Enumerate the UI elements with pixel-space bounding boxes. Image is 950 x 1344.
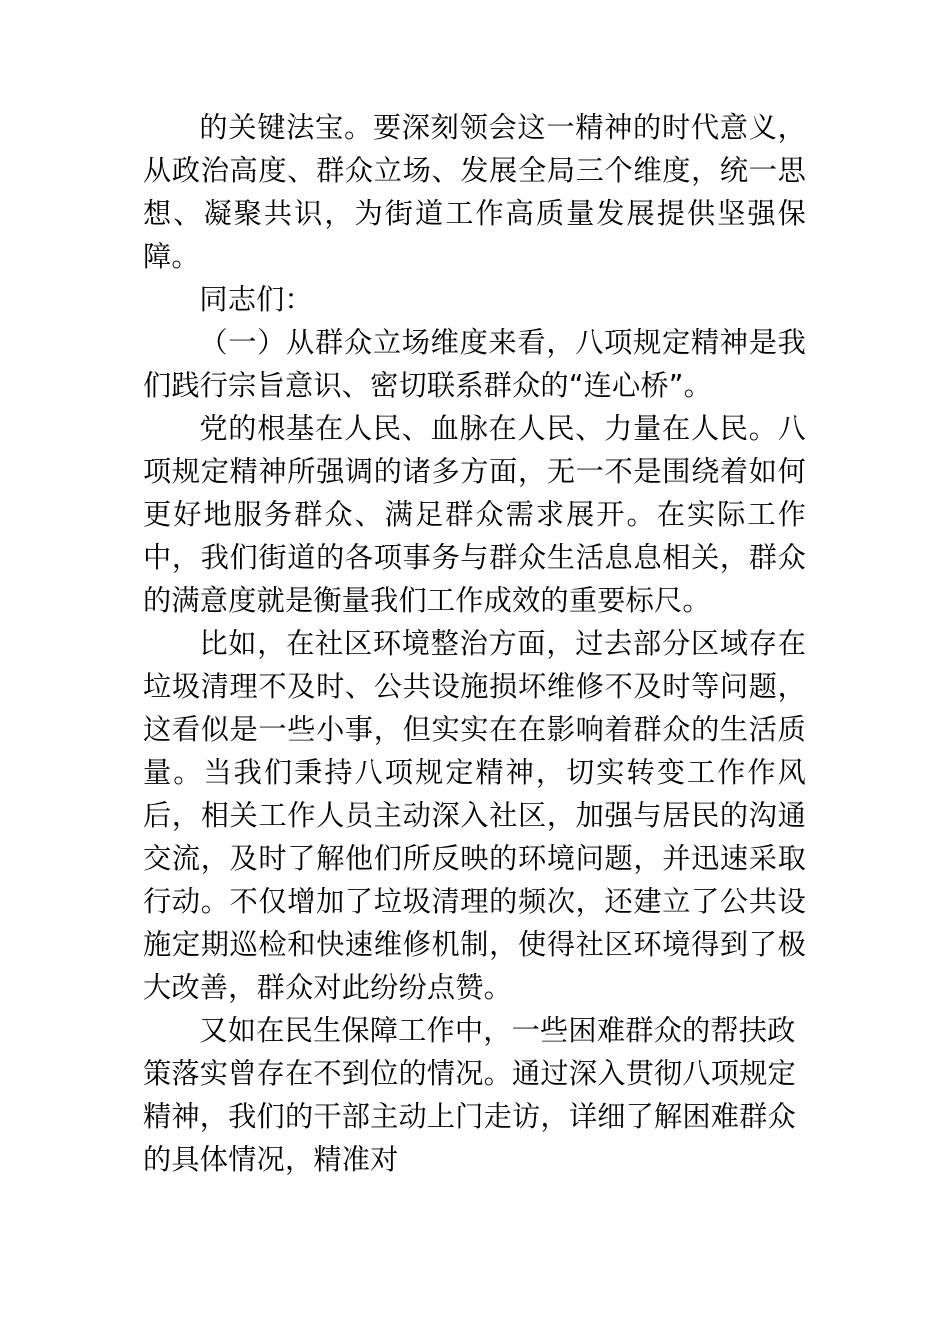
paragraph-livelihood-guarantee-example: 又如在民生保障工作中，一些困难群众的帮扶政策落实曾存在不到位的情况。通过深入贯彻八项规定精神，我们的干部主动上门走访，详细了解困难群众的具体情况，精准对 [143, 1014, 796, 1176]
paragraph-salutation: 同志们： [199, 283, 313, 316]
paragraph-key-magic-weapon: 的关键法宝。要深刻领会这一精神的时代意义，从政治高度、群众立场、发展全局三个维度，统一思想、凝聚共识，为街道工作高质量发展提供坚强保障。 [143, 111, 806, 273]
paragraph-community-environment-example: 比如，在社区环境整治方面，过去部分区域存在垃圾清理不及时、公共设施损坏维修不及时等问题，这看似是一些小事，但实实在在影响着群众的生活质量。当我们秉持八项规定精神，切实转变工作作风后，相关工作人员主动深入社区，加强与居民的沟通交流，及时了解他们所反映的环境问题，并迅速采取行动。不仅增加了垃圾清理的频次，还建立了公共设施定期巡检和快速维修机制，使得社区环境得到了极大改善，群众对此纷纷点赞。 [143, 627, 806, 1004]
paragraph-section-heading-one: （一）从群众立场维度来看，八项规定精神是我们践行宗旨意识、密切联系群众的“连心桥”。 [143, 326, 806, 402]
document-text-body [143, 106, 806, 1181]
paragraph-party-foundation: 党的根基在人民、血脉在人民、力量在人民。八项规定精神所强调的诸多方面，无一不是围绕着如何更好地服务群众、满足群众需求展开。在实际工作中，我们街道的各项事务与群众生活息息相关，群众的满意度就是衡量我们工作成效的重要标尺。 [143, 412, 806, 617]
